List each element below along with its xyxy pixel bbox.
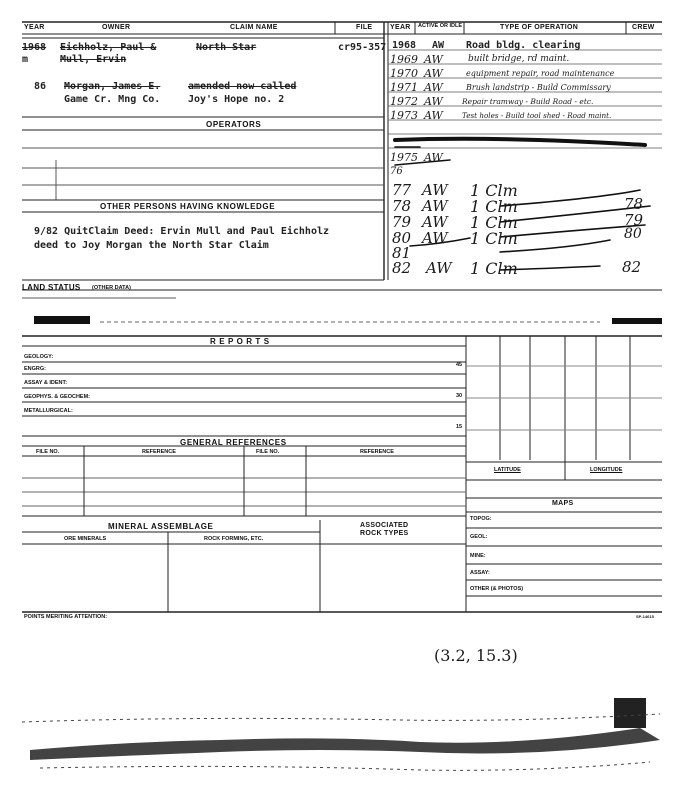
operation-year: 1970 <box>390 67 418 80</box>
owner-year: 1968 <box>22 42 47 53</box>
col-header-owner: OWNER <box>102 24 131 31</box>
report-engrg-label: ENGRG: <box>24 366 46 372</box>
report-metallurgical-label: METALLURGICAL: <box>24 408 73 414</box>
operation-year: 1969 <box>390 53 418 66</box>
col-header-year-2: YEAR <box>390 24 411 31</box>
operation-status: AW <box>426 259 452 277</box>
report-geology-label: GEOLOGY: <box>24 354 54 360</box>
operation-year: 1971 <box>390 81 418 94</box>
operation-type: Brush landstrip - Build Commissary <box>466 83 611 92</box>
operation-year: 81 <box>392 244 412 262</box>
report-num: 45 <box>456 362 463 368</box>
operation-year: 78 <box>392 197 412 215</box>
other-persons-label: OTHER PERSONS HAVING KNOWLEDGE <box>100 202 276 211</box>
mineral-assemblage-title: MINERAL ASSEMBLAGE <box>108 522 214 531</box>
map-topog-label: TOPOG: <box>470 516 492 522</box>
col-header-file: FILE <box>356 24 373 31</box>
latitude-label: LATITUDE <box>494 467 521 473</box>
file-number: cr95-357 <box>338 42 387 53</box>
operation-status: AW <box>424 67 443 80</box>
map-other-label: OTHER (& PHOTOS) <box>470 586 524 592</box>
operation-year: 82 <box>392 259 412 277</box>
claim-name: amended now called <box>188 81 297 92</box>
operation-year: 1972 <box>390 95 418 108</box>
ref-col-file-no-2: FILE NO. <box>256 449 280 455</box>
redaction-mark <box>34 316 90 324</box>
col-header-year: YEAR <box>24 24 45 31</box>
form-number: SP-14615 <box>636 614 654 619</box>
handwritten-coordinates: (3.2, 15.3) <box>434 646 518 665</box>
claim-name: North Star <box>196 42 257 53</box>
operation-year: 79 <box>392 213 412 231</box>
operation-status: AW <box>424 109 443 122</box>
other-persons-line: 9/82 QuitClaim Deed: Ervin Mull and Paul Eichholz <box>34 226 330 237</box>
ref-col-reference: REFERENCE <box>142 449 176 455</box>
rock-types-label: ROCK TYPES <box>360 530 409 537</box>
operation-year: 1975 <box>390 151 418 164</box>
general-references-title: GENERAL REFERENCES <box>180 438 287 447</box>
operation-crew: 82 <box>622 258 642 276</box>
owner-name: Mull, Ervin <box>60 54 127 65</box>
points-meriting-label: POINTS MERITING ATTENTION: <box>24 614 108 620</box>
land-status-sub: (OTHER DATA) <box>92 285 131 291</box>
operation-type: 1 Clm <box>470 181 518 200</box>
operation-year: 1968 <box>392 40 417 51</box>
operation-status: AW <box>422 197 448 215</box>
operation-crew: 79 <box>624 211 644 229</box>
operation-status: AW <box>424 95 443 108</box>
operation-type: built bridge, rd maint. <box>468 54 570 64</box>
operation-year: 77 <box>392 181 412 199</box>
operation-year: 1973 <box>390 109 418 122</box>
map-mine-label: MINE: <box>470 553 486 559</box>
owner-name: Morgan, James E. <box>64 81 161 92</box>
col-header-claim-name: CLAIM NAME <box>230 24 278 31</box>
operation-type: equipment repair, road maintenance <box>466 69 615 78</box>
operation-type: 1 Clm <box>470 259 518 278</box>
operation-type: Road bldg. clearing <box>466 40 581 51</box>
col-header-type-operation: TYPE OF OPERATION <box>500 24 579 31</box>
col-header-crew: CREW <box>632 24 655 31</box>
operation-status: AW <box>424 81 443 94</box>
operation-status: AW <box>422 213 448 231</box>
maps-title: MAPS <box>552 500 574 507</box>
operation-status: AW <box>422 181 448 199</box>
report-geophys-label: GEOPHYS. & GEOCHEM: <box>24 394 91 400</box>
operation-year: 76 <box>390 166 403 177</box>
reports-title: R E P O R T S <box>210 337 270 346</box>
associated-label: ASSOCIATED <box>360 522 409 529</box>
claim-name: Joy's Hope no. 2 <box>188 94 285 105</box>
owner-name: Game Cr. Mng Co. <box>64 94 161 105</box>
operators-label: OPERATORS <box>206 120 262 129</box>
operation-year: 80 <box>392 229 412 247</box>
operation-status: AW <box>422 229 448 247</box>
operation-status: AW <box>432 40 445 51</box>
operation-type: 1 Clm <box>470 213 518 232</box>
operation-status: AW <box>424 151 443 164</box>
owner-year: 86 <box>34 81 47 92</box>
report-assay-label: ASSAY & IDENT: <box>24 380 68 386</box>
longitude-label: LONGITUDE <box>590 467 623 473</box>
operation-type: Test holes - Build tool shed - Road maint. <box>462 111 612 120</box>
owner-prefix: m <box>22 54 29 65</box>
operation-crew: 80 <box>624 226 642 242</box>
other-persons-line: deed to Joy Morgan the North Star Claim <box>34 240 269 251</box>
operation-crew: 78 <box>624 195 644 213</box>
report-num: 30 <box>456 393 463 399</box>
report-num: 15 <box>456 424 463 430</box>
ore-minerals-label: ORE MINERALS <box>64 536 107 542</box>
operation-type: 1 Clm <box>470 197 518 216</box>
operation-type: 1 Clm <box>470 229 518 248</box>
owner-name: Eichholz, Paul & <box>60 42 157 53</box>
operation-type: Repair tramway - Build Road - etc. <box>462 97 594 106</box>
col-header-active-idle: ACTIVE OR IDLE <box>418 23 463 29</box>
rock-forming-label: ROCK FORMING, ETC. <box>204 536 264 542</box>
map-assay-label: ASSAY: <box>470 570 490 576</box>
operation-status: AW <box>424 53 443 66</box>
map-geol-label: GEOL: <box>470 534 488 540</box>
land-status-label: LAND STATUS <box>22 283 81 292</box>
ref-col-file-no: FILE NO. <box>36 449 60 455</box>
ref-col-reference-2: REFERENCE <box>360 449 394 455</box>
